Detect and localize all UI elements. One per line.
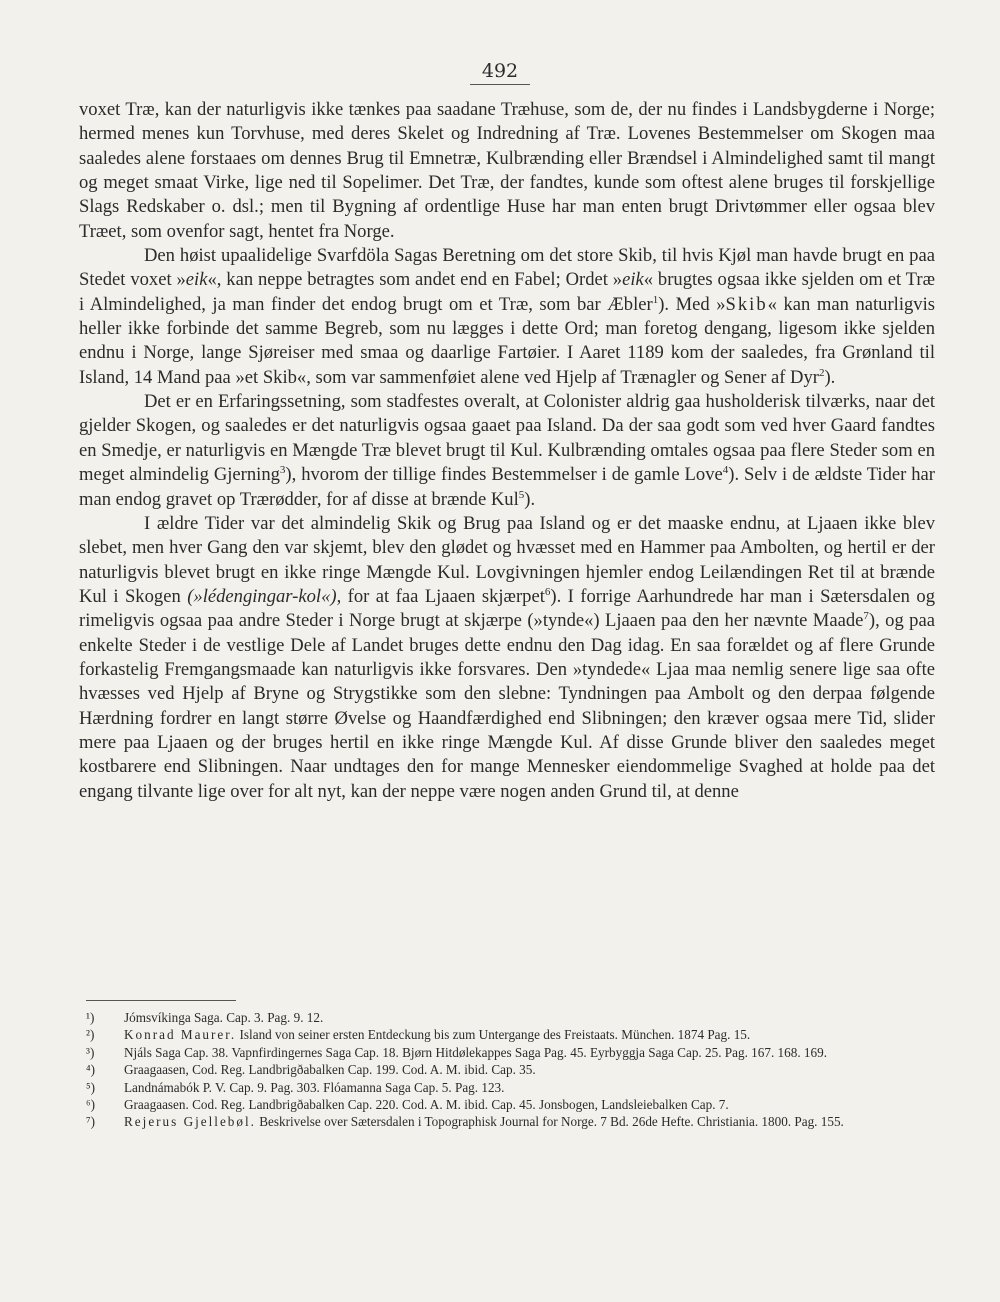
italic-run: eik (185, 269, 208, 291)
footnote-text (124, 1009, 935, 1026)
italic-run: eik (622, 269, 644, 291)
footnote-mark: ⁶) (86, 1097, 95, 1113)
text-run: ). (524, 488, 536, 510)
spaced-run: Rejerus Gjellebøl. (124, 1114, 256, 1130)
paragraph (79, 512, 935, 804)
text-run: Det er en Erfaringssetning, som stadfestes overalt, at Colonister aldrig gaa husholderisk tilværks, naar det gjelder Skogen, og saaledes er det naturligvis ogsaa gaaet paa Island. Da der saa godt som ved hver Gaard fandtes en Smedje, er naturligvis en Mængde Træ blevet brugt til Kul. Kulbrænding omtales ogsaa paa flere Steder som en meget almindelig Gjerning (79, 391, 935, 486)
footnote-ref: 6 (544, 585, 551, 598)
spaced-run: Konrad Maurer. (124, 1027, 237, 1043)
text-run: ), og paa enkelte Steder i de vestlige Dele af Landet bruges dette endnu den Dag idag. En saa forældet og af flere Grunde forkastelig Fremgangsmaade kan naturligvis ikke forsvares. Den »tyndede« Ljaa maa nemlig senere lige saa ofte hvæsses ved Hjelp af Bryne og Strygstikke som den slebne: Tyndningen paa Ambolt og den derpaa følgende Hærdning fordrer en langt større Øvelse og Haandfærdighed end Slibningen; den kræver ogsaa mere Tid, slider mere paa Ljaaen og der bruges hertil en ikke ringe Mængde Kul. Af disse Grunde bliver den saaledes meget kostbarere end Slibningen. Naar undtages den for mange Mennesker eiendommelige Svaghed at holde paa det engang tilvante lige over for alt nyt, kan der neppe være nogen anden Grund til, at denne (79, 610, 935, 802)
spaced-run: Skib (725, 293, 768, 315)
footnote (86, 1026, 935, 1043)
text-run: ). Med » (658, 293, 726, 315)
footnote (86, 1079, 935, 1096)
footnote-mark: ⁵) (86, 1079, 95, 1095)
footnote-ref: 4 (722, 463, 729, 476)
footnote-divider (86, 1000, 236, 1001)
text-run: Njáls Saga Cap. 38. Vapnfirdingernes Saga Cap. 18. Bjørn Hitdølekappes Saga Pag. 45. Eyrbyggja Saga Cap. 25. Pag. 167. 168. 169. (124, 1044, 827, 1060)
footnote-ref: 3 (279, 463, 286, 476)
footnote-ref: 5 (518, 488, 525, 501)
footnote (86, 1061, 935, 1078)
text-run: ). I forrige Aarhundrede har man i Sætersdalen og rimeligvis ogsaa paa andre Steder i Norge brugt at skjærpe (»tynde«) Ljaaen paa den her nævnte Maade (79, 585, 935, 632)
footnote-mark: ²) (86, 1027, 95, 1043)
text-run: voxet Træ, kan der naturligvis ikke tænkes paa saadane Træhuse, som de, der nu findes i Landsbygderne i Norge; hermed menes kun Torvhuse, med deres Skelet og Indredning af Træ. Lovenes Bestemmelser om Skogen maa saaledes alene forstaaes om dennes Brug til Emnetræ, Kulbrænding eller Brændsel i Almindelighed samt til mangt og meget smaat Virke, lige ned til Sopelimer. Det Træ, der fandtes, kunde som oftest alene bruges til forskjellige Slags Redskaber o. dsl.; men til Bygning af ordentlige Huse har man enten brugt Drivtømmer eller ogsaa blev Træet, som ovenfor sagt, hentet fra Norge. (79, 99, 935, 242)
footnote-text (124, 1079, 935, 1096)
footnote-text (124, 1096, 935, 1113)
text-run: ), hvorom der tillige findes Bestemmelser i de gamle Love (285, 464, 723, 486)
footnote-mark: ⁴) (86, 1062, 95, 1078)
text-run: I ældre Tider var det almindelig Skik og Brug paa Island og er det maaske endnu, at Ljaaen ikke blev slebet, men hver Gang den var skjemt, blev den glødet og hvæsset med en Hammer paa Ambolten, og hertil er der naturligvis blevet brugt en ikke ringe Mængde Kul. Lovgivningen hjemler endog Leilændingen Ret til at brænde Kul i Skogen (79, 512, 935, 607)
text-run: , for at faa Ljaaen skjærpet (336, 585, 545, 607)
text-run: Island von seiner ersten Entdeckung bis zum Untergange des Freistaats. München. 1874 Pag. 15. (236, 1027, 751, 1043)
footnote-ref: 2 (818, 366, 825, 379)
text-run: ). (824, 366, 836, 388)
footnote-text (124, 1026, 935, 1043)
footnote-text (124, 1113, 935, 1130)
footnote (86, 1009, 935, 1026)
text-run: Graagaasen, Cod. Reg. Landbrigðabalken Cap. 199. Cod. A. M. ibid. Cap. 35. (124, 1062, 536, 1078)
italic-run: (»lédengingar-kol«) (187, 585, 337, 607)
text-run: « kan man naturligvis heller ikke forbinde det samme Begreb, som nu lægges i dette Ord; man foretog dengang, ligesom ikke sjelden endnu i Norge, lange Sjøreiser med smaa og daarlige Fartøier. I Aaret 1189 kom der saaledes, fra Grønland til Island, 14 Mand paa »et Skib«, som var sammenføiet alene ved Hjelp af Trænagler og Sener af Dyr (79, 293, 935, 388)
footnote-text (124, 1061, 935, 1078)
paragraph (79, 390, 935, 512)
body-text (79, 98, 935, 804)
text-run: Landnámabók P. V. Cap. 9. Pag. 303. Flóamanna Saga Cap. 5. Pag. 123. (124, 1079, 505, 1095)
footnote-text (124, 1044, 935, 1061)
footnote-ref: 1 (652, 293, 659, 306)
footnote-mark: ⁷) (86, 1114, 95, 1130)
page-number: 492 (470, 60, 530, 85)
footnote-mark: ³) (86, 1044, 95, 1060)
footnotes (86, 1009, 935, 1131)
footnote (86, 1096, 935, 1113)
text-run: Graagaasen. Cod. Reg. Landbrigðabalken Cap. 220. Cod. A. M. ibid. Cap. 45. Jonsbogen, Landsleiebalken Cap. 7. (124, 1097, 729, 1113)
text-run: ). Selv i de ældste Tider har man endog gravet op Trærødder, for af disse at brænde Kul (79, 464, 935, 510)
paragraph (79, 244, 935, 390)
footnote-ref: 7 (863, 610, 869, 623)
text-run: Beskrivelse over Sætersdalen i Topographisk Journal for Norge. 7 Bd. 26de Hefte. Christiania. 1800. Pag. 155. (255, 1114, 844, 1130)
text-run: «, kan neppe betragtes som andet end en Fabel; Ordet » (207, 269, 623, 291)
text-run: Den høist upaalidelige Svarfdöla Sagas Beretning om det store Skib, til hvis Kjøl man havde brugt en paa Stedet voxet » (79, 245, 935, 291)
paragraph (79, 98, 935, 244)
text-run: Jómsvíkinga Saga. Cap. 3. Pag. 9. 12. (124, 1010, 324, 1025)
footnote (86, 1113, 935, 1130)
footnote-mark: ¹) (86, 1010, 95, 1025)
footnote (86, 1044, 935, 1061)
text-run: « brugtes ogsaa ikke sjelden om et Træ i Almindelighed, ja man finder det endog brugt om et Træ, som bar Æbler (79, 269, 935, 315)
